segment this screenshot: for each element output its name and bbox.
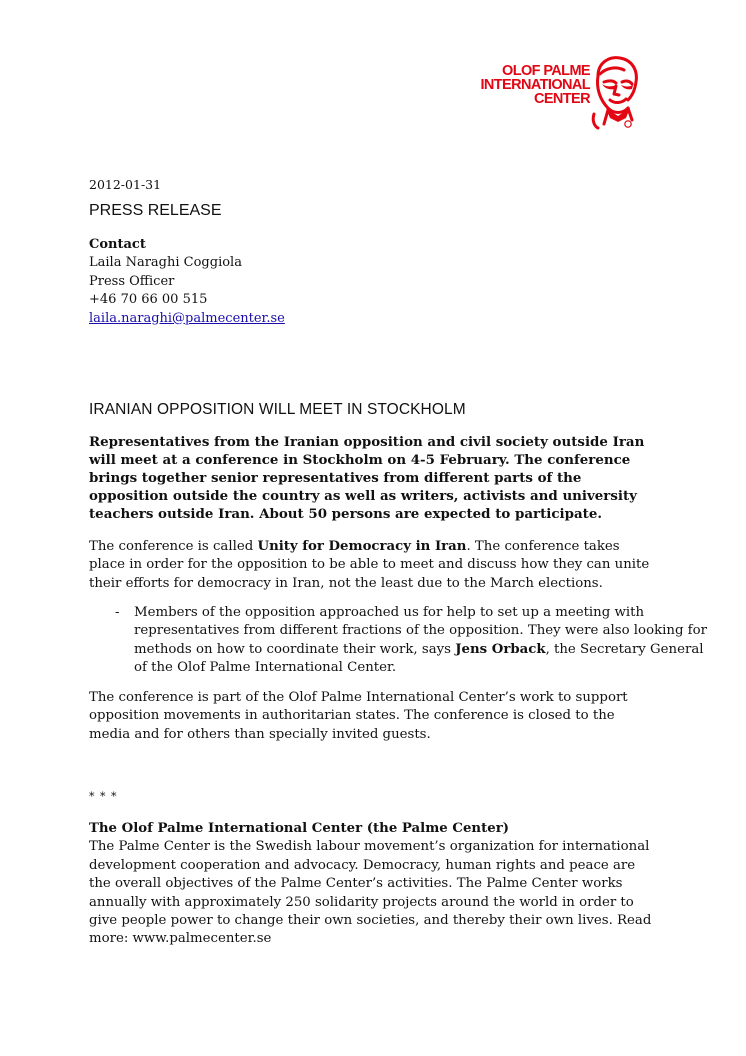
quote-dash: -	[115, 605, 120, 620]
body-paragraph-1	[89, 538, 659, 593]
contact-role: Press Officer	[89, 273, 175, 289]
about-section	[89, 820, 659, 949]
contact-phone: +46 70 66 00 515	[89, 292, 208, 308]
conference-name: Unity for Democracy in Iran	[257, 539, 467, 554]
release-date: 2012-01-31	[89, 177, 162, 192]
logo-line-1: OLOF PALME	[502, 63, 590, 79]
about-text: The Palme Center is the Swedish labour movement’s organization for international development cooperation and advocacy. Democracy, human rights and peace are the overall objectives of the Palme Center’s activities. The Palme Center works annually with approximately 250 solidarity projects around the world in order to give people power to change their own societies, and thereby their own lives. Read more: www.palmecenter.se	[89, 839, 652, 947]
body-paragraph-2: The conference is part of the Olof Palme International Center’s work to support opposition movements in authoritarian states. The conference is closed to the media and for others than specially invited guests.	[89, 690, 628, 742]
portrait-icon	[588, 54, 642, 130]
logo-line-2: INTERNATIONAL	[480, 77, 590, 93]
section-separator: * * *	[89, 790, 118, 803]
headline: IRANIAN OPPOSITION WILL MEET IN STOCKHOLM	[89, 401, 466, 418]
contact-block	[89, 236, 285, 328]
contact-label: Contact	[89, 237, 146, 252]
quote-text-end: , the Secretary General of the Olof Palme International Center.	[134, 641, 704, 676]
document-type-heading: PRESS RELEASE	[89, 202, 222, 219]
quote-speaker: Jens Orback	[455, 641, 546, 657]
about-title: The Olof Palme International Center (the Palme Center)	[89, 821, 509, 836]
organization-logo	[462, 54, 642, 132]
quote-text	[134, 604, 712, 678]
lead-paragraph: Representatives from the Iranian opposition and civil society outside Iran will meet at a conference in Stockholm on 4-5 February. The conference brings together senior representatives from different parts of the opposition outside the country as well as writers, activists and university teachers outside Iran. About 50 persons are expected to participate.	[89, 434, 645, 523]
quote-text-start: Members of the opposition approached us for help to set up a meeting with representatives from different fractions of the opposition. They were also looking for methods on how to coordinate their work, says	[134, 605, 707, 657]
logo-line-3: CENTER	[533, 91, 590, 107]
para1-text-start: The conference is called	[89, 539, 258, 554]
logo-text	[462, 64, 590, 106]
contact-email-link[interactable]: laila.naraghi@palmecenter.se	[89, 310, 285, 326]
contact-name: Laila Naraghi Coggiola	[89, 255, 242, 271]
para1-text-end: . The conference takes place in order for the opposition to be able to meet and discuss how they can unite their efforts for democracy in Iran, not the least due to the March elections.	[89, 539, 650, 591]
